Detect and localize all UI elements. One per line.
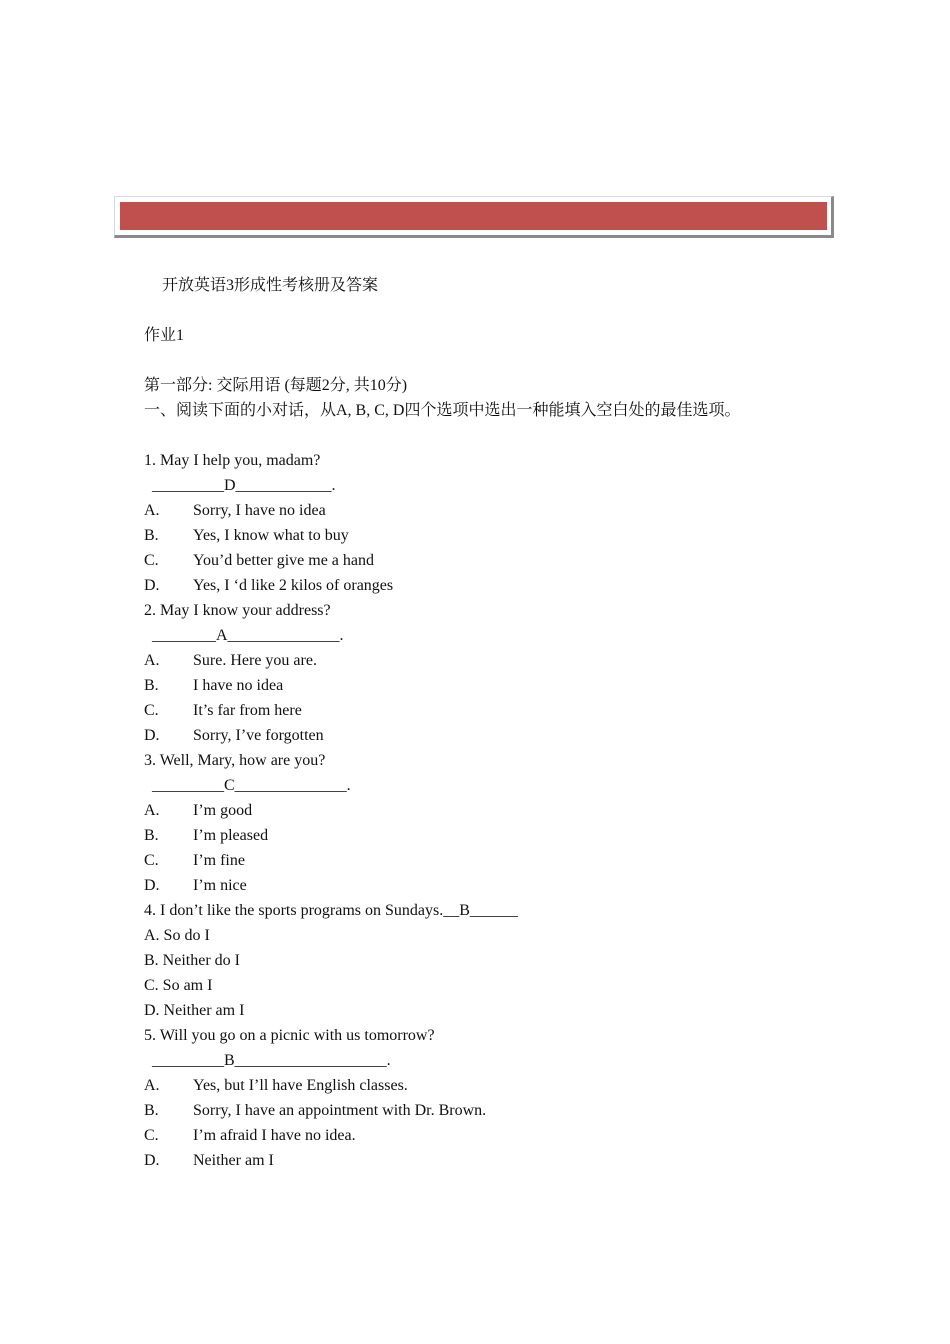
option-text: Yes, I ‘d like 2 kilos of oranges <box>193 577 394 594</box>
question-1-option-d <box>144 576 393 596</box>
assignment-heading: 作业1 <box>144 327 185 344</box>
question-5-option-a <box>144 1076 408 1096</box>
question-3-option-a <box>144 801 252 821</box>
option-letter: B. <box>144 527 159 544</box>
option-letter: D. <box>144 577 160 594</box>
option-text: Neither am I <box>193 1152 274 1169</box>
question-3-option-b <box>144 826 268 846</box>
option-letter: C. <box>144 552 159 569</box>
option-text: I’m nice <box>193 877 247 894</box>
question-2-option-c <box>144 701 302 721</box>
option-letter: C. <box>144 852 159 869</box>
question-1-answer: _________D____________. <box>144 477 336 494</box>
question-1-prompt: 1. May I help you, madam? <box>144 452 321 469</box>
option-text: Yes, but I’ll have English classes. <box>193 1077 408 1094</box>
option-text: Sorry, I have an appointment with Dr. Brown. <box>193 1102 487 1119</box>
option-letter: A. <box>144 652 160 669</box>
option-text: I’m fine <box>193 852 245 869</box>
question-3-prompt: 3. Well, Mary, how are you? <box>144 752 326 769</box>
question-2-prompt: 2. May I know your address? <box>144 602 331 619</box>
question-2-option-d <box>144 726 324 746</box>
question-1-option-a <box>144 501 326 521</box>
question-2-option-a <box>144 651 317 671</box>
option-text: Sure. Here you are. <box>193 652 317 669</box>
option-letter: D. <box>144 877 160 894</box>
question-2-answer: ________A______________. <box>144 627 344 644</box>
question-5-prompt: 5. Will you go on a picnic with us tomorrow? <box>144 1027 435 1044</box>
question-4-prompt: 4. I don’t like the sports programs on Sundays.__B______ <box>144 902 518 919</box>
header-banner-bar <box>120 202 827 230</box>
option-letter: B. <box>144 677 159 694</box>
question-4-option-c: C. So am I <box>144 977 213 994</box>
option-letter: A. <box>144 802 160 819</box>
option-letter: D. <box>144 727 160 744</box>
option-text: Sorry, I have no idea <box>193 502 326 519</box>
question-3-answer: _________C______________. <box>144 777 351 794</box>
option-letter: D. <box>144 1152 160 1169</box>
option-text: Sorry, I’ve forgotten <box>193 727 324 744</box>
option-letter: A. <box>144 1077 160 1094</box>
option-letter: B. <box>144 1102 159 1119</box>
instruction-text: 一、阅读下面的小对话，从A, B, C, D四个选项中选出一种能填入空白处的最佳选项。 <box>144 402 741 419</box>
question-3-option-c <box>144 851 245 871</box>
option-text: You’d better give me a hand <box>193 552 374 569</box>
option-text: I have no idea <box>193 677 284 694</box>
question-5-answer: _________B___________________. <box>144 1052 391 1069</box>
document-title: 开放英语3形成性考核册及答案 <box>162 277 379 294</box>
question-2-option-b <box>144 676 283 696</box>
option-letter: C. <box>144 702 159 719</box>
question-1-option-b <box>144 526 349 546</box>
question-4-option-a: A. So do I <box>144 927 210 944</box>
question-3-option-d <box>144 876 247 896</box>
question-1-option-c <box>144 551 374 571</box>
header-banner <box>114 196 834 238</box>
question-5-option-d <box>144 1151 274 1171</box>
option-text: I’m afraid I have no idea. <box>193 1127 356 1144</box>
option-text: I’m good <box>193 802 253 819</box>
question-5-option-c <box>144 1126 356 1146</box>
section-heading: 第一部分: 交际用语 (每题2分, 共10分) <box>144 377 408 394</box>
option-text: Yes, I know what to buy <box>193 527 349 544</box>
question-5-option-b <box>144 1101 486 1121</box>
option-text: It’s far from here <box>193 702 302 719</box>
option-letter: C. <box>144 1127 159 1144</box>
question-4-option-d: D. Neither am I <box>144 1002 245 1019</box>
option-letter: A. <box>144 502 160 519</box>
option-letter: B. <box>144 827 159 844</box>
question-4-option-b: B. Neither do I <box>144 952 240 969</box>
option-text: I’m pleased <box>193 827 269 844</box>
